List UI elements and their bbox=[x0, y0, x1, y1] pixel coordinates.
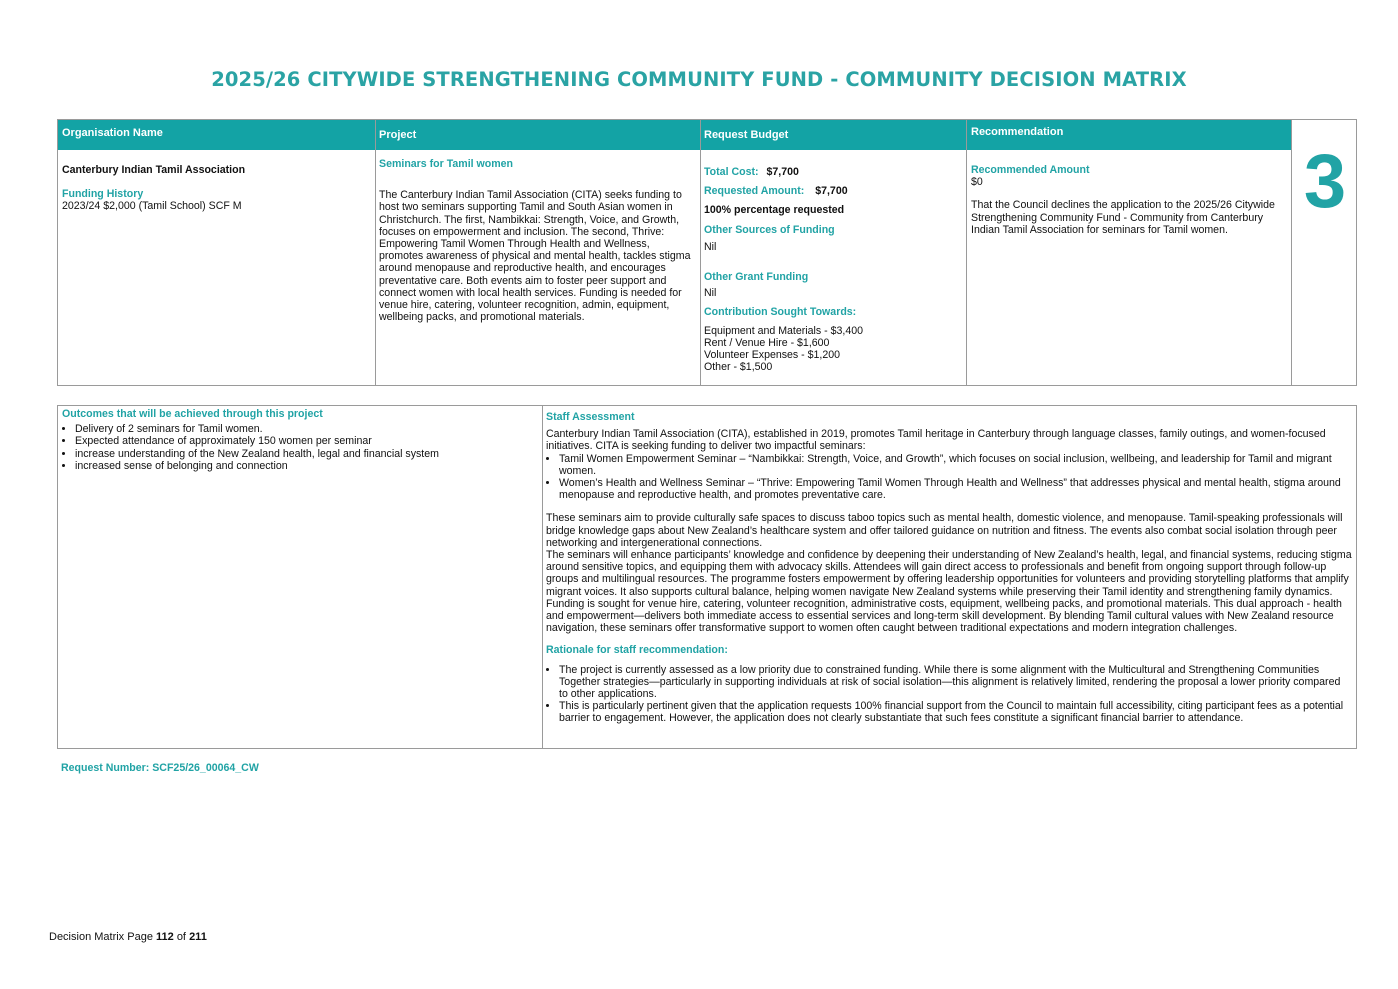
contribution-item: Volunteer Expenses - $1,200 bbox=[704, 349, 841, 362]
rationale-item: • The project is currently assessed as a low priority due to constrained funding. While there is some alignment with the Multicultural and Strengthening Communities Together strategies—particularly in supporting individuals at risk of social isolation—this alignment is relatively limited, rendering the proposal a lower priority compared to other applications. bbox=[559, 664, 1352, 701]
requested-amount-value: $7,700 bbox=[815, 185, 848, 198]
contribution-item: Rent / Venue Hire - $1,600 bbox=[704, 336, 830, 349]
staff-intro: Canterbury Indian Tamil Association (CITA), established in 2019, promotes Tamil heritage in Canterbury through language classes, family outings, and women-focused initiatives. CITA is seeking funding to deliver two impactful seminars: bbox=[546, 428, 1326, 453]
organisation-cell bbox=[62, 164, 367, 213]
rationale-label: Rationale for staff recommendation: bbox=[546, 644, 728, 657]
header-request-budget: Request Budget bbox=[704, 129, 789, 141]
recommendation-cell bbox=[971, 164, 1283, 236]
seminar-list bbox=[546, 453, 1352, 502]
requested-amount-label: Requested Amount: bbox=[704, 185, 805, 198]
requested-amount-row bbox=[704, 185, 960, 197]
total-cost-value: $7,700 bbox=[766, 166, 799, 178]
staff-paragraph-2: The seminars will enhance participants’ knowledge and confidence by deepening their understanding of New Zealand’s health, legal, and financial systems, reducing stigma around sensitive topics, and equipping them with advocacy skills. Attendees will gain direct access to professionals and benefit from ongoing support through follow-up groups and multilingual resources. The programme fosters empowerment by offering leadership opportunities for volunteers and providing storytelling platforms that amplify migrant voices. It also supports cultural balance, helping women navigate New Zealand systems while preserving their Tamil identity and strengthening family dynamics. Funding is sought for venue hire, catering, volunteer recognition, administrative costs, equipment, wellbeing packs, and promotional materials. This dual approach - health and empowerment—delivers both immediate access to essential services and long-term skill development. By blending Tamil cultural values with New Zealand resource navigation, these seminars offer transformative support to women often caught between traditional expectations and modern integration challenges. bbox=[546, 549, 1352, 635]
footer-page-number: 112 bbox=[156, 931, 174, 943]
column-divider bbox=[700, 120, 701, 385]
column-divider bbox=[542, 406, 543, 748]
rationale-list bbox=[546, 664, 1352, 725]
contribution-label: Contribution Sought Towards: bbox=[704, 306, 857, 319]
outcome-item: • increase understanding of the New Zealand health, legal and financial system bbox=[75, 448, 532, 460]
contribution-list bbox=[704, 325, 960, 374]
column-divider bbox=[375, 120, 376, 385]
contribution-item: Equipment and Materials - $3,400 bbox=[704, 324, 863, 337]
outcomes-list bbox=[62, 423, 532, 472]
project-cell bbox=[379, 158, 693, 323]
funding-history-label: Funding History bbox=[62, 188, 144, 201]
rationale-item: • This is particularly pertinent given that the application requests 100% financial support from the Council to maintain full accessibility, citing participant fees as a potential barrier to engagement. However, the application does not clearly substantiate that such fees constitute a significant financial barrier to attendance. bbox=[559, 700, 1352, 724]
percentage-requested: 100% percentage requested bbox=[704, 204, 845, 217]
outcomes-label: Outcomes that will be achieved through this project bbox=[62, 408, 323, 420]
header-organisation: Organisation Name bbox=[62, 127, 163, 139]
table-header-row bbox=[58, 120, 1291, 150]
total-cost-label: Total Cost: bbox=[704, 166, 759, 178]
seminar-item: • Women’s Health and Wellness Seminar – “Thrive: Empowering Tamil Women Through Health and Wellness” that addresses physical and mental health, stigma around menopause and reproductive health, and promotes preventative care. bbox=[559, 477, 1352, 501]
recommended-amount-value: $0 bbox=[971, 176, 983, 189]
staff-paragraph-1: These seminars aim to provide culturally safe spaces to discuss taboo topics such as mental health, domestic violence, and menopause. Tamil-speaking professionals will bridge knowledge gaps about New Zealand’s healthcare system and offer tailored guidance on nutrition and fitness. The events also combat social isolation through peer networking and intergenerational connections. bbox=[546, 512, 1343, 549]
outcome-item: • increased sense of belonging and connection bbox=[75, 460, 532, 472]
other-sources-value: Nil bbox=[704, 240, 717, 253]
footer-total-pages: 211 bbox=[189, 931, 207, 943]
seminar-item: • Tamil Women Empowerment Seminar – “Nambikkai: Strength, Voice, and Growth”, which focuses on social inclusion, wellbeing, and leadership for Tamil and migrant women. bbox=[559, 453, 1352, 477]
contribution-item: Other - $1,500 bbox=[704, 361, 773, 374]
page-title: 2025/26 CITYWIDE STRENGTHENING COMMUNITY FUND - COMMUNITY DECISION MATRIX bbox=[211, 68, 1187, 91]
funding-history-value: 2023/24 $2,000 (Tamil School) SCF M bbox=[62, 200, 242, 213]
recommended-amount-label: Recommended Amount bbox=[971, 164, 1090, 176]
assessment-table bbox=[57, 405, 1357, 749]
request-number: Request Number: SCF25/26_00064_CW bbox=[61, 762, 259, 774]
header-recommendation: Recommendation bbox=[971, 126, 1064, 138]
outcomes-cell bbox=[62, 408, 532, 472]
project-description: The Canterbury Indian Tamil Association (CITA) seeks funding to host two seminars supporting Tamil and South Asian women in Christchurch. The first, Nambikkai: Strength, Voice, and Growth, focuses on empowerment and inclusion. The second, Thrive: Empowering Tamil Women Through Health and Wellness, promotes awareness of physical and mental health, tackles stigma around menopause and reproductive health, and encourages preventative care. Both events aim to foster peer support and connect women with local health services. Funding is needed for venue hire, catering, volunteer recognition, admin, equipment, wellbeing packs, and promotional materials. bbox=[379, 189, 691, 324]
recommendation-text: That the Council declines the application to the 2025/26 Citywide Strengthening Community Fund - Community from Canterbury Indian Tamil Association for seminars for Tamil women. bbox=[971, 199, 1275, 236]
other-sources-label: Other Sources of Funding bbox=[704, 223, 835, 236]
other-grant-label: Other Grant Funding bbox=[704, 271, 809, 284]
budget-cell bbox=[704, 166, 960, 373]
column-divider bbox=[966, 120, 967, 385]
outcome-item: • Expected attendance of approximately 150 women per seminar bbox=[75, 435, 532, 447]
project-title: Seminars for Tamil women bbox=[379, 158, 514, 170]
page-footer bbox=[49, 931, 207, 943]
total-cost-row bbox=[704, 166, 960, 178]
other-grant-value: Nil bbox=[704, 287, 717, 300]
outcome-item: • Delivery of 2 seminars for Tamil women. bbox=[75, 423, 532, 435]
application-summary-table bbox=[57, 119, 1357, 386]
header-project: Project bbox=[379, 129, 417, 141]
staff-assessment-cell bbox=[546, 411, 1352, 725]
footer-of: of bbox=[176, 931, 186, 943]
organisation-name: Canterbury Indian Tamil Association bbox=[62, 164, 246, 176]
priority-number: 3 bbox=[1303, 139, 1347, 224]
staff-assessment-label: Staff Assessment bbox=[546, 411, 635, 423]
footer-label: Decision Matrix Page bbox=[49, 931, 153, 943]
